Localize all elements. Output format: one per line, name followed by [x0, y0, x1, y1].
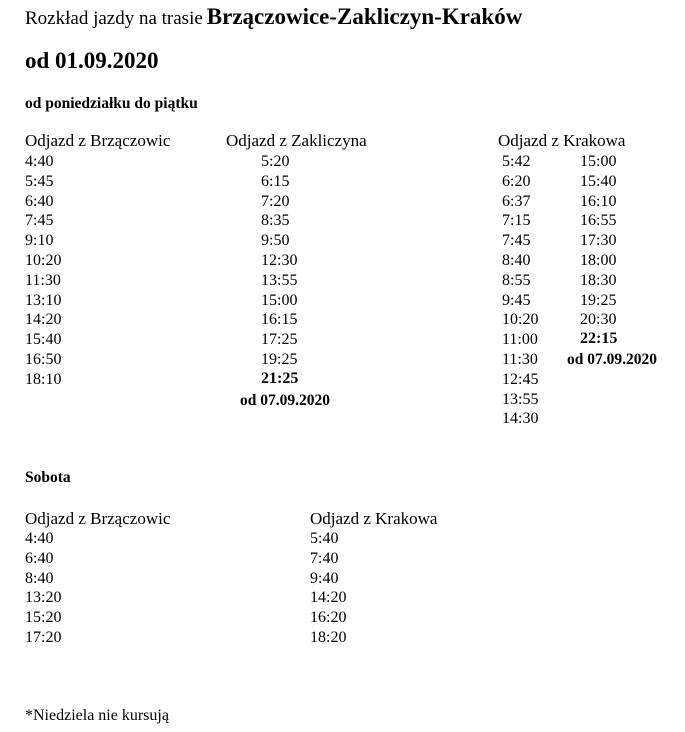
- weekdays-heading: od poniedziałku do piątku: [25, 95, 198, 112]
- departure-time: 18:10: [25, 370, 62, 388]
- departure-time: 8:55: [502, 271, 531, 289]
- departure-time: 16:55: [580, 212, 617, 230]
- departure-time: 13:55: [261, 271, 298, 289]
- departure-time: 8:35: [261, 212, 290, 230]
- departure-time: 7:45: [502, 232, 531, 250]
- departure-time: 7:40: [310, 549, 339, 567]
- footnote: *Niedziela nie kursują: [25, 707, 169, 724]
- departure-time: 14:20: [310, 589, 347, 607]
- departure-time: 17:20: [25, 628, 62, 646]
- weekday-zakliczyn-extra-note: od 07.09.2020: [240, 392, 330, 409]
- departure-time: 17:25: [261, 331, 298, 349]
- weekday-krakow-extra-time: 22:15: [580, 330, 618, 347]
- departure-time: 19:25: [261, 350, 298, 368]
- saturday-brzaczowice-header: Odjazd z Brzączowic: [25, 509, 171, 528]
- weekday-zakliczyn-header: Odjazd z Zakliczyna: [226, 131, 367, 150]
- departure-time: 4:40: [25, 153, 54, 170]
- departure-time: 7:45: [25, 212, 54, 230]
- departure-time: 7:15: [502, 212, 531, 230]
- departure-time: 11:00: [502, 331, 538, 349]
- departure-time: 18:20: [310, 628, 347, 646]
- saturday-heading: Sobota: [25, 469, 71, 486]
- departure-time: 11:30: [502, 350, 538, 368]
- departure-time: 15:00: [261, 291, 298, 309]
- saturday-krakow-times: [310, 529, 346, 648]
- departure-time: 9:10: [25, 232, 54, 250]
- departure-time: 18:00: [580, 251, 617, 269]
- departure-time: 12:45: [502, 370, 539, 388]
- valid-from-date: od 01.09.2020: [25, 48, 159, 73]
- departure-time: 4:40: [25, 530, 54, 547]
- departure-time: 5:45: [25, 172, 54, 190]
- departure-time: 15:40: [580, 172, 617, 190]
- departure-time: 5:20: [261, 153, 290, 170]
- departure-time: 20:30: [580, 311, 617, 329]
- departure-time: 15:00: [580, 153, 617, 170]
- departure-time: 9:50: [261, 232, 290, 250]
- departure-time: 6:20: [502, 172, 531, 190]
- departure-time: 6:40: [25, 192, 54, 210]
- departure-time: 12:30: [261, 251, 298, 269]
- departure-time: 5:40: [310, 530, 339, 547]
- departure-time: 9:45: [502, 291, 531, 309]
- weekday-krakow-times-col1: [502, 152, 538, 429]
- departure-time: 10:20: [502, 311, 539, 329]
- departure-time: 15:40: [25, 331, 62, 349]
- departure-time: 11:30: [25, 271, 61, 289]
- weekday-brzaczowice-header: Odjazd z Brzączowic: [25, 131, 171, 150]
- departure-time: 13:20: [25, 589, 62, 607]
- departure-time: 16:50: [25, 350, 62, 368]
- saturday-krakow-header: Odjazd z Krakowa: [310, 509, 438, 528]
- weekday-krakow-extra-note: od 07.09.2020: [567, 351, 657, 368]
- page-title: [25, 4, 522, 30]
- departure-time: 14:30: [502, 410, 539, 428]
- departure-time: 18:30: [580, 271, 617, 289]
- departure-time: 8:40: [502, 251, 531, 269]
- departure-time: 10:20: [25, 251, 62, 269]
- departure-time: 14:20: [25, 311, 62, 329]
- departure-time: 5:42: [502, 153, 531, 170]
- weekday-zakliczyn-times: [261, 152, 297, 370]
- title-route: Brzączowice-Zakliczyn-Kraków: [206, 4, 523, 29]
- departure-time: 7:20: [261, 192, 290, 210]
- departure-time: 16:20: [310, 609, 347, 627]
- departure-time: 13:55: [502, 390, 539, 408]
- weekday-zakliczyn-extra-time: 21:25: [261, 370, 299, 387]
- weekday-brzaczowice-times: [25, 152, 61, 390]
- departure-time: 17:30: [580, 232, 617, 250]
- departure-time: 16:15: [261, 311, 298, 329]
- departure-time: 6:15: [261, 172, 290, 190]
- departure-time: 15:20: [25, 609, 62, 627]
- weekday-krakow-header: Odjazd z Krakowa: [498, 131, 626, 150]
- departure-time: 13:10: [25, 291, 62, 309]
- departure-time: 6:37: [502, 192, 531, 210]
- departure-time: 16:10: [580, 192, 617, 210]
- departure-time: 6:40: [25, 549, 54, 567]
- weekday-krakow-times-col2: [580, 152, 616, 330]
- departure-time: 8:40: [25, 569, 54, 587]
- departure-time: 19:25: [580, 291, 617, 309]
- title-prefix: Rozkład jazdy na trasie: [25, 8, 203, 29]
- saturday-brzaczowice-times: [25, 529, 61, 648]
- departure-time: 9:40: [310, 569, 339, 587]
